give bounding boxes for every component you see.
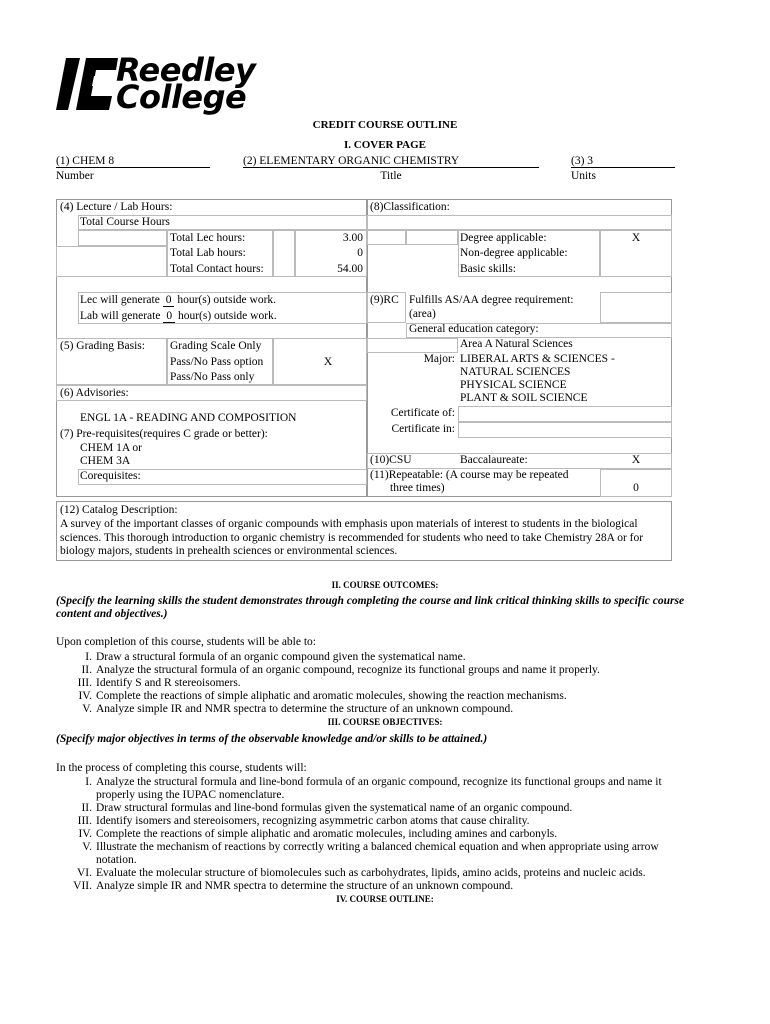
major-line-3: PHYSICAL SCIENCE [460, 379, 567, 391]
total-course-hours-label: Total Course Hours [80, 216, 170, 228]
objective-num: VI. [76, 867, 92, 879]
degree-applicable-mark: X [631, 232, 641, 244]
outcome-num: II. [81, 664, 92, 676]
cell-frame [406, 230, 458, 245]
ge-category-value: Area A Natural Sciences [460, 338, 573, 350]
cell-frame [600, 292, 672, 323]
lec-outside-work: Lec will generate 0 hour(s) outside work. [80, 294, 277, 306]
college-logo [56, 51, 286, 116]
objective-text: Illustrate the mechanism of reactions by correctly writing a balanced chemical equation and when appropriate using arrow [96, 841, 659, 853]
outcomes-instruction-2: content and objectives.) [56, 608, 168, 620]
objective-num: V. [82, 841, 92, 853]
course-title-label: Title [380, 170, 402, 182]
objective-num: VII. [73, 880, 92, 892]
major-line-1: LIBERAL ARTS & SCIENCES - [460, 353, 615, 365]
objective-text: Identify isomers and stereoisomers, recognizing asymmetric carbon atoms that cause chirality. [96, 815, 530, 827]
logo-line-2: College [116, 78, 247, 116]
rc-fulfills: Fulfills AS/AA degree requirement: [409, 294, 574, 306]
outcome-num: V. [82, 703, 92, 715]
repeatable-value: 0 [633, 482, 639, 494]
lab-outside-work: Lab will generate 0 hour(s) outside work. [80, 310, 277, 322]
grading-option-scale: Grading Scale Only [170, 340, 262, 352]
degree-applicable-label: Degree applicable: [460, 232, 547, 244]
objective-num: I. [85, 776, 92, 788]
catalog-line-1: A survey of the important classes of organic compounds with emphasis upon materials of interest to students in the biological [60, 518, 638, 530]
cell-frame [458, 422, 672, 438]
objective-num: IV. [78, 828, 92, 840]
catalog-label: (12) Catalog Description: [60, 504, 178, 516]
grading-option-pnp: Pass/No Pass option [170, 356, 264, 368]
objective-text: Analyze the structural formula and line-bond formula of an organic compound, recognize its functional groups and name it [96, 776, 662, 788]
baccalaureate-mark: X [631, 454, 641, 466]
repeatable-line-2: three times) [390, 482, 445, 494]
outcomes-intro: Upon completion of this course, students will be able to: [56, 636, 316, 648]
rc-area: (area) [409, 308, 436, 320]
advisories-value: ENGL 1A - READING AND COMPOSITION [80, 412, 297, 424]
lec-hours-label: Total Lec hours: [170, 232, 246, 244]
section-cover-page: I. COVER PAGE [344, 139, 426, 151]
logo-line-1: Reedley [116, 51, 256, 89]
objectives-heading: III. COURSE OBJECTIVES: [327, 717, 443, 727]
outcomes-instruction-1: (Specify the learning skills the student demonstrates through completing the course and link critical thinking skills to specific course [56, 595, 685, 607]
grading-pnp-mark: X [323, 356, 333, 368]
contact-hours-label: Total Contact hours: [170, 263, 264, 275]
repeatable-line-1: (11)Repeatable: (A course may be repeated [370, 469, 569, 481]
contact-hours-value: 54.00 [337, 263, 363, 275]
objectives-instruction: (Specify major objectives in terms of the observable knowledge and/or skills to be attained.) [56, 733, 488, 745]
major-line-2: NATURAL SCIENCES [460, 366, 571, 378]
outline-heading: IV. COURSE OUTLINE: [336, 894, 434, 904]
prereq-line-2: CHEM 3A [80, 455, 131, 467]
advisories-label: (6) Advisories: [60, 387, 129, 399]
objectives-intro: In the process of completing this course, students will: [56, 762, 307, 774]
basic-skills-label: Basic skills: [460, 263, 516, 275]
lab-hours-label: Total Lab hours: [170, 247, 246, 259]
ge-category-label: General education category: [409, 323, 539, 335]
outcome-text: Identify S and R stereoisomers. [96, 677, 241, 689]
objective-text: Complete the reactions of simple aliphatic and aromatic molecules, including amines and carbonyls. [96, 828, 558, 840]
cell-frame [273, 230, 295, 277]
certificate-in-label: Certificate in: [391, 423, 455, 435]
catalog-line-2: sciences. This thorough introduction to organic chemistry is recommended for students who need to take Chemistry 28A or for [60, 532, 644, 544]
grading-option-pnp-only: Pass/No Pass only [170, 371, 255, 383]
catalog-line-3: biology majors, students in prehealth sciences or environmental sciences. [60, 545, 398, 557]
outcome-text: Analyze simple IR and NMR spectra to determine the structure of an unknown compound. [96, 703, 514, 715]
course-units-label: Units [571, 170, 596, 182]
rc-label: (9)RC [370, 294, 399, 306]
non-degree-label: Non-degree applicable: [460, 247, 568, 259]
cell-frame [78, 230, 167, 246]
objective-text-cont: properly using the IUPAC nomenclature. [96, 789, 285, 801]
outcome-num: III. [77, 677, 92, 689]
cell-frame [367, 215, 672, 230]
outcome-num: IV. [78, 690, 92, 702]
major-line-4: PLANT & SOIL SCIENCE [460, 392, 588, 404]
hours-header: (4) Lecture / Lab Hours: [60, 201, 173, 213]
objective-text: Evaluate the molecular structure of biomolecules such as carbohydrates, lipids, amino acids, proteins and nucleic acids. [96, 867, 646, 879]
corequisites-label: Corequisites: [80, 470, 141, 482]
grading-basis-label: (5) Grading Basis: [60, 340, 145, 352]
outcome-text: Analyze the structural formula of an organic compound, recognize its functional groups and name it properly. [96, 664, 600, 676]
baccalaureate-label: Baccalaureate: [460, 454, 528, 466]
objective-text: Draw structural formulas and line-bond formulas given the systematical name of an organic compound. [96, 802, 573, 814]
outcomes-heading: II. COURSE OUTCOMES: [331, 580, 439, 590]
cell-frame [367, 230, 406, 245]
course-title: (2) ELEMENTARY ORGANIC CHEMISTRY [243, 155, 539, 168]
objective-text: Analyze simple IR and NMR spectra to determine the structure of an unknown compound. [96, 880, 514, 892]
objective-num: II. [81, 802, 92, 814]
classification-header: (8)Classification: [370, 201, 450, 213]
lab-hours-value: 0 [357, 247, 363, 259]
cell-frame [367, 338, 458, 353]
course-number-label: Number [56, 170, 94, 182]
csu-label: (10)CSU [370, 454, 412, 466]
prereq-label: (7) Pre-requisites(requires C grade or better): [60, 428, 268, 440]
cell-frame [56, 246, 167, 277]
course-units: (3) 3 [571, 155, 675, 168]
outcome-text: Draw a structural formula of an organic compound given the systematical name. [96, 651, 466, 663]
document-title: CREDIT COURSE OUTLINE [312, 119, 458, 131]
lec-hours-value: 3.00 [342, 232, 363, 244]
certificate-of-label: Certificate of: [390, 407, 455, 419]
major-label: Major: [423, 353, 455, 365]
objective-num: III. [77, 815, 92, 827]
objective-text-cont: notation. [96, 854, 137, 866]
outcome-num: I. [85, 651, 92, 663]
prereq-line-1: CHEM 1A or [80, 442, 142, 454]
cell-frame [458, 406, 672, 422]
logo-mark-icon [56, 56, 118, 112]
course-number: (1) CHEM 8 [56, 155, 210, 168]
outcome-text: Complete the reactions of simple aliphatic and aromatic molecules, showing the reaction mechanisms. [96, 690, 567, 702]
